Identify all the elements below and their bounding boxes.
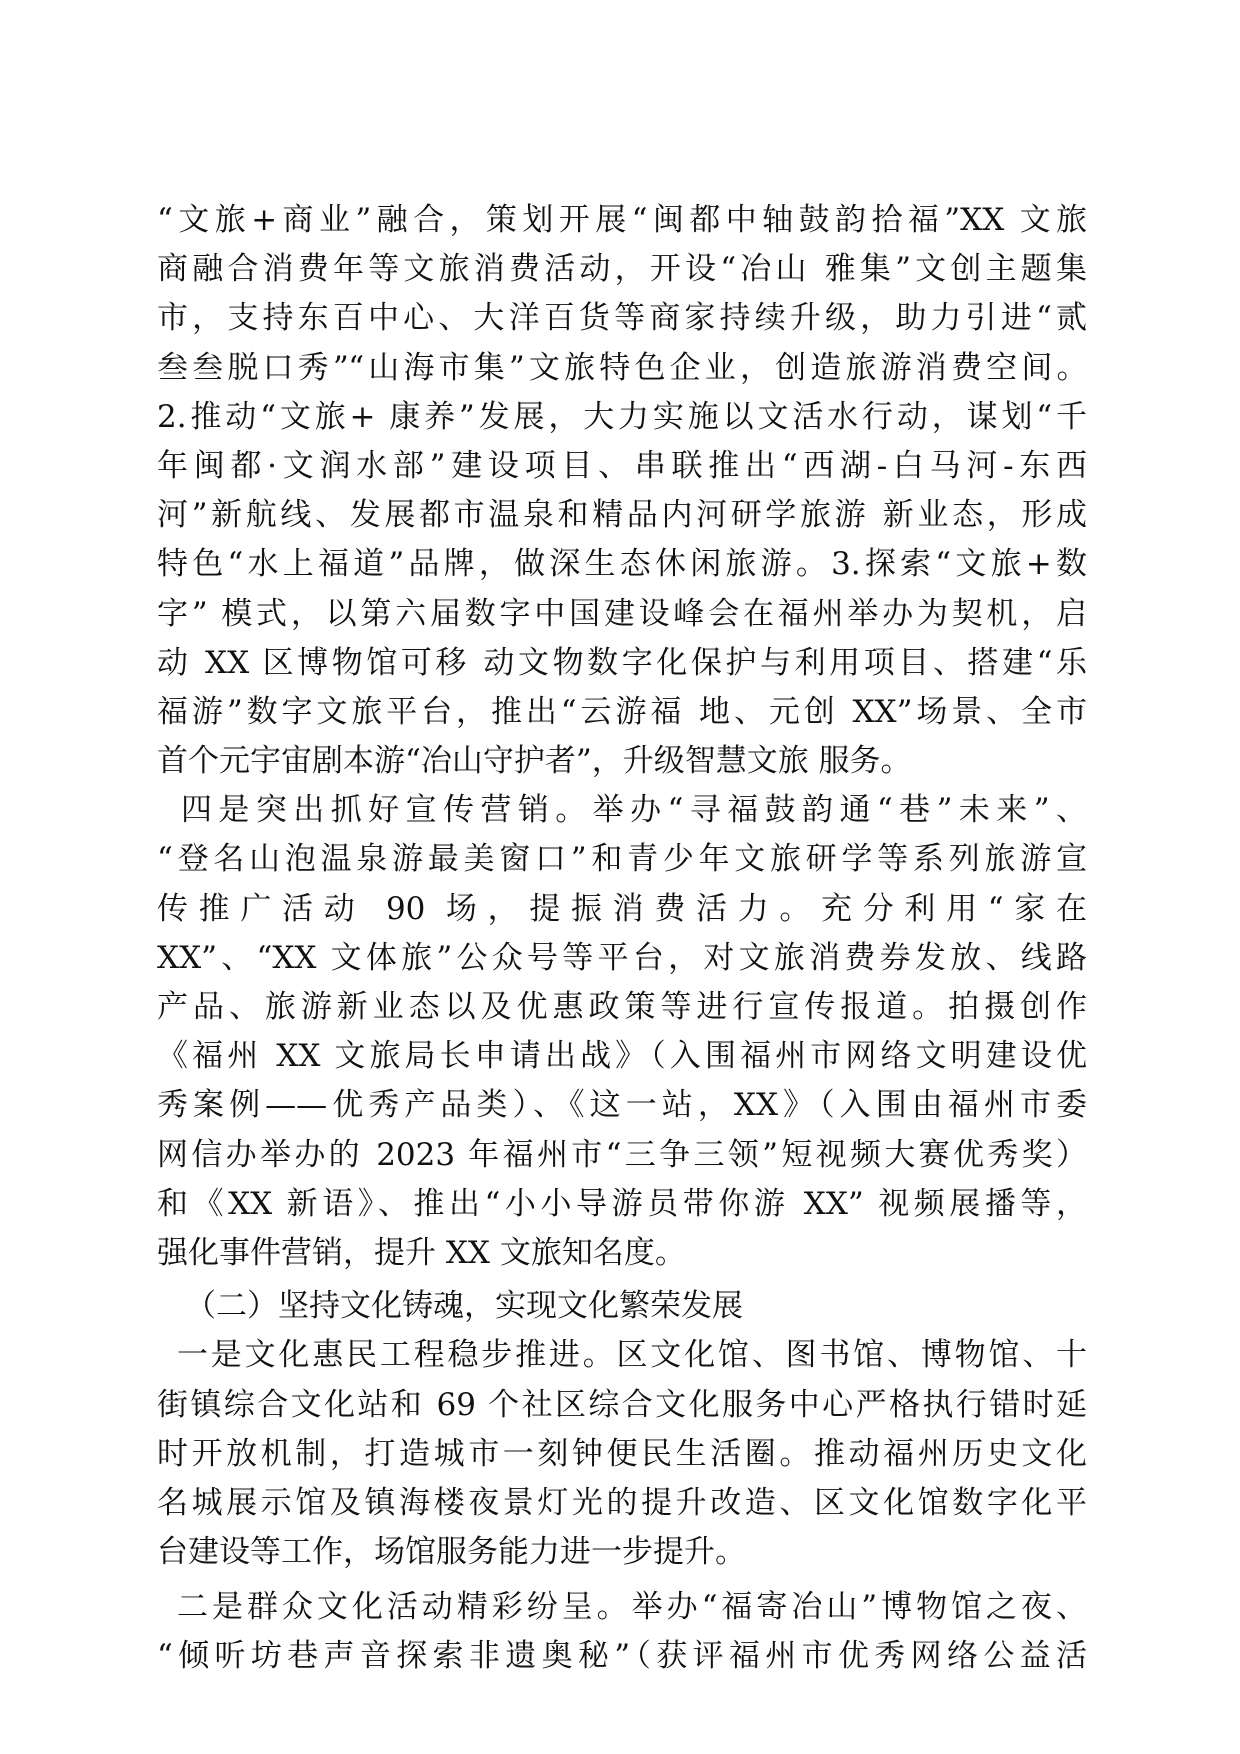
text-line: 首个元宇宙剧本游“冶山守护者”，升级智慧文旅 服务。: [157, 743, 912, 780]
text-line: 动 XX 区博物馆可移 动文物数字化保护与利用项目、搭建“乐: [157, 644, 1087, 681]
paragraph-start-line: 二是群众文化活动精彩纷呈。举办“福寄冶山”博物馆之夜、: [177, 1589, 1087, 1626]
text-line: 台建设等工作，场馆服务能力进一步提升。: [157, 1534, 746, 1571]
text-line: 字” 模式，以第六届数字中国建设峰会在福州举办为契机，启: [157, 595, 1087, 632]
text-line: 网信办举办的 2023 年福州市“三争三领”短视频大赛优秀奖）: [157, 1136, 1087, 1173]
text-line: “倾听坊巷声音探索非遗奥秘”（获评福州市优秀网络公益活: [157, 1638, 1087, 1675]
text-line: 传推广活动 90 场，提振消费活力。充分利用“家在: [157, 890, 1087, 927]
text-line: 名城展示馆及镇海楼夜景灯光的提升改造、区文化馆数字化平: [157, 1484, 1087, 1521]
section-heading: （二）坚持文化铸魂，实现文化繁荣发展: [185, 1288, 743, 1325]
text-line: 河”新航线、发展都市温泉和精品内河研学旅游 新业态，形成: [157, 497, 1087, 534]
text-line: “文旅+商业”融合，策划开展“闽都中轴鼓韵拾福”XX 文旅: [157, 202, 1087, 238]
text-line: 市，支持东百中心、大洋百货等商家持续升级，助力引进“贰: [157, 300, 1087, 337]
text-line: 街镇综合文化站和 69 个社区综合文化服务中心严格执行错时延: [157, 1386, 1087, 1423]
text-line: 2.推动“文旅+ 康养”发展，大力实施以文活水行动，谋划“千: [157, 398, 1087, 435]
text-line: 产品、旅游新业态以及优惠政策等进行宣传报道。拍摄创作: [157, 989, 1087, 1025]
text-line: 《福州 XX 文旅局长申请出战》（入围福州市网络文明建设优: [157, 1038, 1087, 1075]
text-line: 福游”数字文旅平台，推出“云游福 地、元创 XX”场景、全市: [157, 693, 1087, 730]
text-line: “登名山泡温泉游最美窗口”和青少年文旅研学等系列旅游宣: [157, 841, 1087, 878]
paragraph-start-line: 四是突出抓好宣传营销。举办“寻福鼓韵通“巷”未来”、: [181, 792, 1087, 829]
text-line: 叁叁脱口秀”“山海市集”文旅特色企业，创造旅游消费空间。: [157, 349, 1087, 386]
text-line: 年闽都·文润水部”建设项目、串联推出“西湖-白马河-东西: [157, 447, 1087, 484]
text-line: XX”、“XX 文体旅”公众号等平台，对文旅消费券发放、线路: [157, 939, 1087, 976]
text-line: 时开放机制，打造城市一刻钟便民生活圈。推动福州历史文化: [157, 1435, 1087, 1472]
text-line: 商融合消费年等文旅消费活动，开设“冶山 雅集”文创主题集: [157, 251, 1087, 288]
text-line: 特色“水上福道”品牌，做深生态休闲旅游。3.探索“文旅+数: [157, 546, 1087, 583]
paragraph-start-line: 一是文化惠民工程稳步推进。区文化馆、图书馆、博物馆、十: [177, 1337, 1087, 1374]
text-line: 秀案例——优秀产品类）、《这一站，XX》（入围由福州市委: [157, 1087, 1087, 1124]
document-body: [157, 196, 1087, 1682]
text-line: 和《XX 新语》、推出“小小导游员带你游 XX” 视频展播等，: [157, 1185, 1087, 1222]
text-line: 强化事件营销，提升 XX 文旅知名度。: [157, 1234, 686, 1271]
